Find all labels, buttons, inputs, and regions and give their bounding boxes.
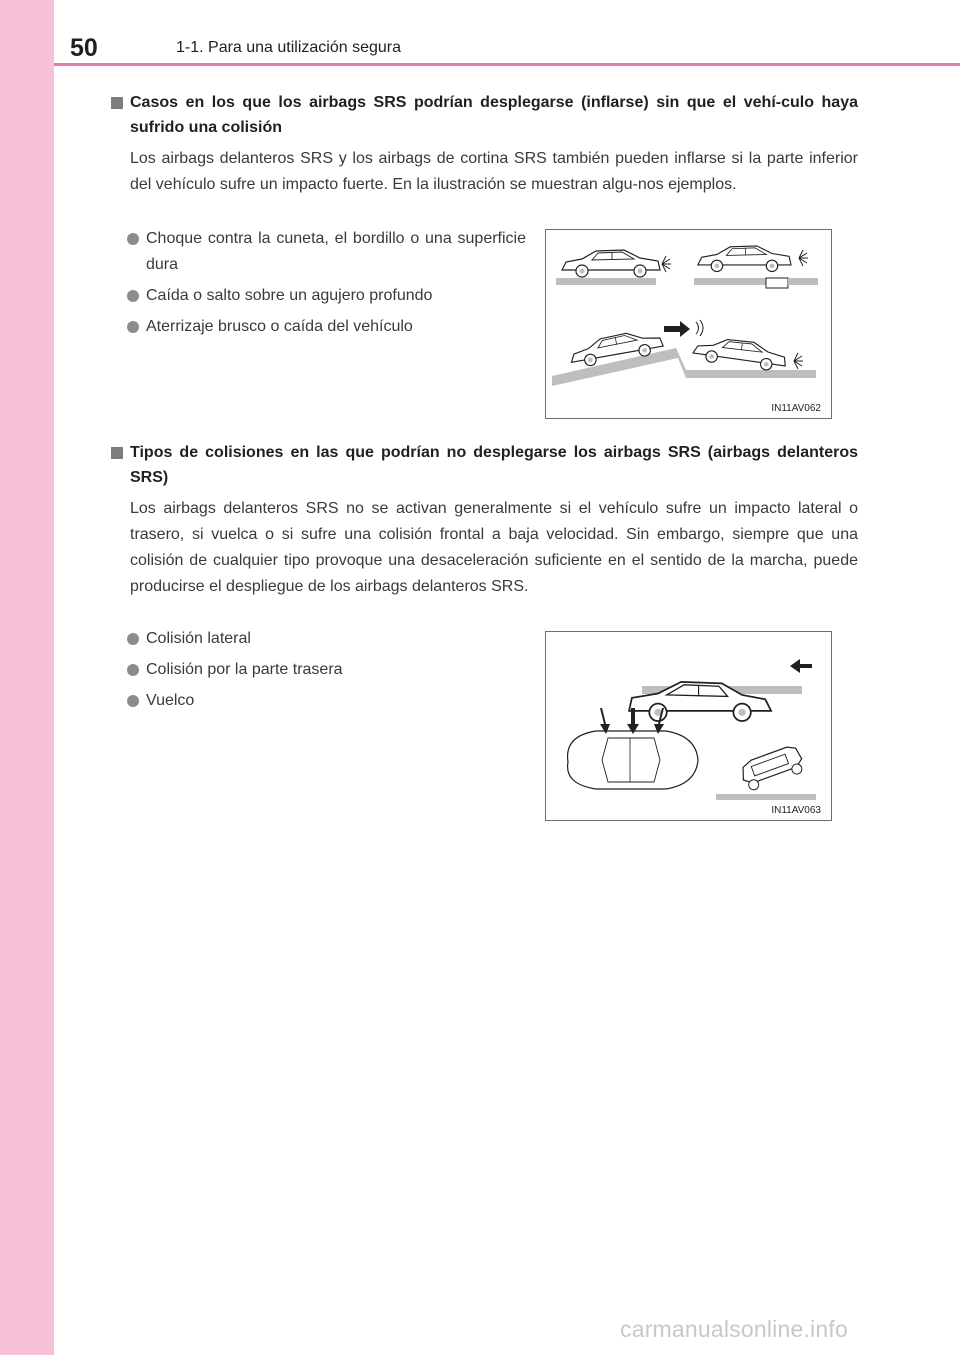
list-item: Caída o salto sobre un agujero profundo (126, 283, 526, 309)
circle-bullet-icon (127, 290, 139, 302)
section-heading-text: Tipos de colisiones en las que podrían no desplegarse los airbags SRS (airbags delanteros SRS) (130, 444, 858, 486)
page-number: 50 (70, 34, 98, 62)
illustration-underbody-impacts (545, 229, 832, 419)
bullet-list (126, 626, 526, 719)
circle-bullet-icon (127, 233, 139, 245)
section-airbag-may-not-deploy (108, 440, 858, 600)
illustration-non-deploy-collisions (545, 631, 832, 821)
section-airbag-deploy-without-collision (108, 90, 858, 198)
list-item: Colisión lateral (126, 626, 526, 652)
list-item: Aterrizaje brusco o caída del vehículo (126, 314, 526, 340)
section-title: 1-1. Para una utilización segura (176, 39, 402, 56)
section-heading (108, 90, 858, 140)
circle-bullet-icon (127, 664, 139, 676)
list-item: Vuelco (126, 688, 526, 714)
header-rule (54, 63, 960, 66)
underbody-impact-drawing (546, 230, 833, 420)
square-bullet-icon (111, 97, 123, 109)
list-item: Choque contra la cuneta, el bordillo o una superficie dura (126, 226, 526, 278)
figure-code: IN11AV062 (771, 403, 821, 414)
section-heading (108, 440, 858, 490)
side-color-band (0, 0, 54, 1355)
bullet-list (126, 226, 526, 345)
page-header (54, 0, 960, 67)
section-paragraph: Los airbags delanteros SRS y los airbags de cortina SRS también pueden inflarse si la parte inferior del vehículo sufre un impacto fuerte. En la ilustración se muestran algu-nos ejemplos. (130, 150, 858, 193)
non-deploy-collision-drawing (546, 632, 833, 822)
square-bullet-icon (111, 447, 123, 459)
figure-code: IN11AV063 (771, 805, 821, 816)
section-heading-text: Casos en los que los airbags SRS podrían desplegarse (inflarse) sin que el vehí-culo haya sufrido una colisión (130, 94, 858, 136)
list-item: Colisión por la parte trasera (126, 657, 526, 683)
section-paragraph: Los airbags delanteros SRS no se activan generalmente si el vehículo sufre un impacto lateral o trasero, si vuelca o si sufre una colisión frontal a baja velocidad. Sin embargo, siempre que una colisión de cualquier tipo provoque una desaceleración suficiente en el sentido de la marcha, puede producirse el despliegue de los airbags delanteros SRS. (130, 500, 858, 595)
circle-bullet-icon (127, 321, 139, 333)
circle-bullet-icon (127, 695, 139, 707)
circle-bullet-icon (127, 633, 139, 645)
watermark-text: carmanualsonline.info (620, 1316, 848, 1342)
